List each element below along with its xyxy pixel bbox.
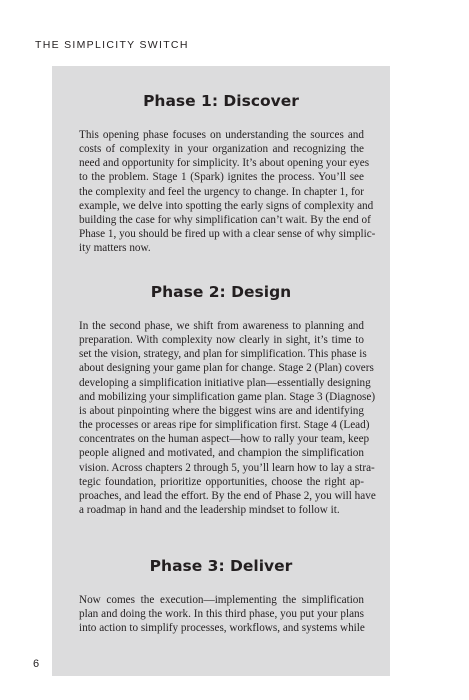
phase-2-line: In the second phase, we shift from awareness to planning and [79, 320, 364, 332]
phase-1-line: building the case for why simplification can’t wait. By the end of [79, 213, 371, 226]
phase-2-line: and mobilizing your simplification game plan. Stage 3 (Diagnose) [79, 390, 376, 403]
phase-1-paragraph [79, 128, 376, 255]
phase-3-line: into action to simplify processes, workflows, and systems while [79, 622, 365, 635]
phase-1-line: the complexity and feel the urgency to change. In chapter 1, for [79, 185, 364, 198]
phase-2-line: about designing your game plan for change. Stage 2 (Plan) covers [79, 362, 374, 375]
phase-2-line: set the vision, strategy, and plan for simplification. This phase is [79, 348, 367, 361]
phase-2-heading: Phase 2: Design [150, 283, 292, 301]
phase-2-line: the processes or areas ripe for simplification first. Stage 4 (Lead) [79, 419, 370, 432]
phase-2-line: is about pinpointing where the biggest wins are and identifying [79, 404, 364, 417]
phases-sidebar-box [52, 66, 390, 676]
phase-1-line: to the problem. Stage 1 (Spark) ignites the process. You’ll see [79, 171, 364, 184]
page-number: 6 [33, 658, 40, 670]
phase-3-line: plan and doing the work. In this third phase, you put your plans [79, 608, 364, 621]
phase-1-line: need and opportunity for simplicity. It’s about opening your eyes [79, 157, 370, 170]
phase-3-paragraph [79, 593, 364, 635]
phase-1-line: Phase 1, you should be fired up with a clear sense of why simplic- [79, 228, 376, 241]
phase-2-line: developing a simplification initiative plan—essentially designing [79, 376, 371, 389]
phase-1-line: This opening phase focuses on understanding the sources and [79, 129, 364, 141]
phase-1-heading: Phase 1: Discover [143, 92, 299, 110]
phase-2-line: people aligned and motivated, and champion the simplification [79, 447, 364, 460]
phase-2-paragraph [79, 319, 376, 517]
phase-2-line: vision. Across chapters 2 through 5, you’ll learn how to lay a stra- [79, 461, 375, 474]
phase-2-line: preparation. With complexity now clearly in sight, it’s time to [79, 334, 364, 347]
phase-1-line: example, we delve into spotting the early signs of complexity and [79, 199, 374, 212]
phase-3-heading: Phase 3: Deliver [149, 557, 293, 575]
phase-2-line: concentrates on the human aspect—how to rally your team, keep [79, 433, 370, 446]
phase-2-line: a roadmap in hand and the leadership mindset to follow it. [79, 504, 340, 517]
phase-2-line: tegic foundation, prioritize opportunities, choose the right ap- [79, 475, 364, 488]
phase-1-line: costs of complexity in your organization and recognizing the [79, 143, 364, 156]
running-head: THE SIMPLICITY SWITCH [35, 39, 189, 51]
phase-1-line: ity matters now. [79, 242, 151, 255]
phase-2-line: proaches, and lead the effort. By the end of Phase 2, you will have [79, 489, 376, 502]
phase-3-line: Now comes the execution—implementing the simplification [79, 594, 364, 606]
